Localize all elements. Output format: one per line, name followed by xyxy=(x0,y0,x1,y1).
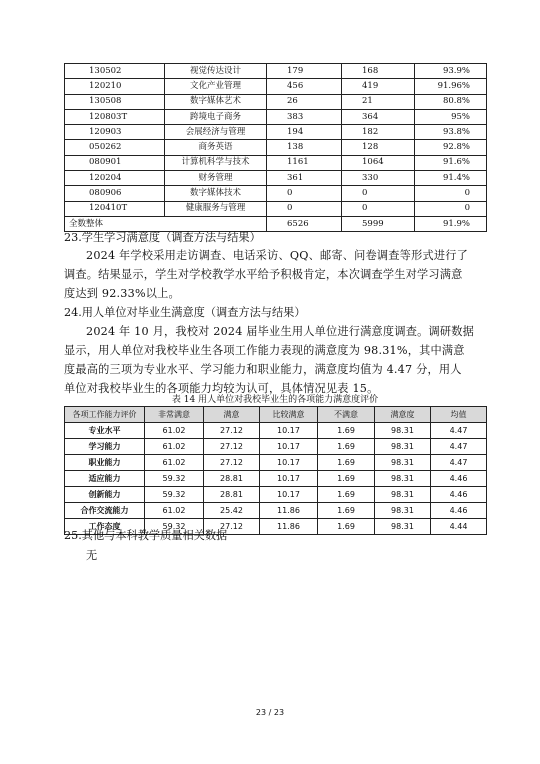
table-cell: 4.47 xyxy=(431,455,487,471)
section-25-heading: 25.其他与本科教学质量相关数据 xyxy=(64,529,228,542)
table-cell: 10.17 xyxy=(260,487,318,503)
table-cell: 59.32 xyxy=(145,471,204,487)
table-cell: 11.86 xyxy=(260,519,318,535)
table-cell: 98.31 xyxy=(375,471,431,487)
section-23-line-1: 2024 年学校采用走访调查、电话采访、QQ、邮寄、问卷调查等形式进行了 xyxy=(86,249,469,262)
table-row xyxy=(65,439,487,455)
table-cell: 商务英语 xyxy=(165,140,267,155)
table-cell: 120204 xyxy=(65,171,165,186)
table-cell: 1.69 xyxy=(318,487,375,503)
table-cell: 130502 xyxy=(65,64,165,79)
page-number: 23 / 23 xyxy=(255,708,285,717)
table-cell: 文化产业管理 xyxy=(165,79,267,94)
table-cell: 120803T xyxy=(65,109,165,124)
table-cell: 5999 xyxy=(342,216,415,231)
table-cell: 1.69 xyxy=(318,471,375,487)
table-cell: 128 xyxy=(342,140,415,155)
table-cell: 456 xyxy=(267,79,342,94)
table-row xyxy=(65,125,487,140)
table-cell: 会展经济与管理 xyxy=(165,125,267,140)
table-cell: 419 xyxy=(342,79,415,94)
table-cell: 财务管理 xyxy=(165,171,267,186)
section-24-line-1: 2024 年 10 月，我校对 2024 届毕业生用人单位进行满意度调查。调研数据 xyxy=(86,325,475,338)
table-cell: 330 xyxy=(342,171,415,186)
table-cell: 59.32 xyxy=(145,519,204,535)
table-cell: 98.31 xyxy=(375,487,431,503)
table-row xyxy=(65,503,487,519)
table-cell: 61.02 xyxy=(145,503,204,519)
row-label: 职业能力 xyxy=(65,455,145,471)
row-label: 合作交流能力 xyxy=(65,503,145,519)
table-cell: 26 xyxy=(267,94,342,109)
table-cell: 364 xyxy=(342,109,415,124)
table-cell: 0 xyxy=(342,201,415,216)
table-cell: 1161 xyxy=(267,155,342,170)
table-cell: 0 xyxy=(267,186,342,201)
table-cell: 28.81 xyxy=(204,487,260,503)
table-row xyxy=(65,155,487,170)
table-cell: 4.44 xyxy=(431,519,487,535)
table-cell: 1.69 xyxy=(318,519,375,535)
table-cell: 4.46 xyxy=(431,487,487,503)
table-caption: 表 14 用人单位对我校毕业生的各项能力满意度评价 xyxy=(171,395,379,405)
table-cell: 4.47 xyxy=(431,439,487,455)
table-cell: 数字媒体艺术 xyxy=(165,94,267,109)
table-cell: 数字媒体技术 xyxy=(165,186,267,201)
table-cell: 10.17 xyxy=(260,439,318,455)
table-cell: 361 xyxy=(267,171,342,186)
row-label: 创新能力 xyxy=(65,487,145,503)
table-cell: 98.31 xyxy=(375,503,431,519)
table-cell: 93.8% xyxy=(415,125,487,140)
table-cell: 59.32 xyxy=(145,487,204,503)
table-cell: 计算机科学与技术 xyxy=(165,155,267,170)
employer-satisfaction-table-body xyxy=(65,423,487,535)
table-cell: 91.9% xyxy=(415,216,487,231)
table-cell: 98.31 xyxy=(375,439,431,455)
table-cell: 1.69 xyxy=(318,439,375,455)
table-cell: 11.86 xyxy=(260,503,318,519)
major-stats-table-body xyxy=(65,64,487,232)
table-cell: 27.12 xyxy=(204,423,260,439)
major-stats-table xyxy=(64,63,487,232)
table-row xyxy=(65,140,487,155)
table-cell: 92.8% xyxy=(415,140,487,155)
row-label: 专业水平 xyxy=(65,423,145,439)
section-23-heading: 23.学生学习满意度（调查方法与结果） xyxy=(64,231,261,244)
section-24-heading: 24.用人单位对毕业生满意度（调查方法与结果） xyxy=(64,306,306,319)
section-24-line-2: 显示，用人单位对我校毕业生各项工作能力表现的满意度为 98.31%，其中满意 xyxy=(64,344,465,357)
table-cell: 80.8% xyxy=(415,94,487,109)
column-header: 均值 xyxy=(431,407,487,423)
section-24-line-4: 单位对我校毕业生的各项能力均较为认可，具体情况见表 15。 xyxy=(64,382,379,395)
column-header: 不满意 xyxy=(318,407,375,423)
table-cell: 0 xyxy=(415,201,487,216)
table-cell: 4.46 xyxy=(431,471,487,487)
table-cell: 080906 xyxy=(65,186,165,201)
row-label: 学习能力 xyxy=(65,439,145,455)
table-cell: 050262 xyxy=(65,140,165,155)
table-cell: 182 xyxy=(342,125,415,140)
table-cell: 61.02 xyxy=(145,439,204,455)
table-cell: 120410T xyxy=(65,201,165,216)
table-cell: 91.96% xyxy=(415,79,487,94)
table-row xyxy=(65,64,487,79)
table-cell: 0 xyxy=(267,201,342,216)
table-cell: 080901 xyxy=(65,155,165,170)
table-cell: 120210 xyxy=(65,79,165,94)
table-cell: 61.02 xyxy=(145,423,204,439)
table-cell: 1064 xyxy=(342,155,415,170)
table-cell: 98.31 xyxy=(375,519,431,535)
section-23-line-3: 度达到 92.33%以上。 xyxy=(64,287,180,300)
table-cell: 194 xyxy=(267,125,342,140)
table-row xyxy=(65,201,487,216)
table-cell: 138 xyxy=(267,140,342,155)
column-header: 各项工作能力评价 xyxy=(65,407,145,423)
table-cell: 91.4% xyxy=(415,171,487,186)
table-cell: 0 xyxy=(415,186,487,201)
table-cell: 98.31 xyxy=(375,455,431,471)
table-row xyxy=(65,186,487,201)
table-row xyxy=(65,79,487,94)
column-header: 满意 xyxy=(204,407,260,423)
table-cell: 25.42 xyxy=(204,503,260,519)
section-23-line-2: 调查。结果显示，学生对学校教学水平给予积极肯定，本次调查学生对学习满意 xyxy=(64,268,463,281)
table-cell: 95% xyxy=(415,109,487,124)
table-row xyxy=(65,471,487,487)
column-header: 满意度 xyxy=(375,407,431,423)
table-cell: 61.02 xyxy=(145,455,204,471)
table-cell: 93.9% xyxy=(415,64,487,79)
table-header-row xyxy=(65,407,487,423)
table-cell: 168 xyxy=(342,64,415,79)
table-cell: 6526 xyxy=(267,216,342,231)
table-cell: 179 xyxy=(267,64,342,79)
section-25-body: 无 xyxy=(86,549,98,562)
table-row xyxy=(65,487,487,503)
table-cell: 98.31 xyxy=(375,423,431,439)
column-header: 比较满意 xyxy=(260,407,318,423)
table-cell: 健康服务与管理 xyxy=(165,201,267,216)
employer-satisfaction-table xyxy=(64,406,487,535)
table-cell: 1.69 xyxy=(318,503,375,519)
table-cell: 10.17 xyxy=(260,423,318,439)
column-header: 非常满意 xyxy=(145,407,204,423)
table-cell: 27.12 xyxy=(204,455,260,471)
table-cell: 跨境电子商务 xyxy=(165,109,267,124)
table-row xyxy=(65,455,487,471)
table-cell: 1.69 xyxy=(318,455,375,471)
table-cell: 27.12 xyxy=(204,519,260,535)
table-cell: 10.17 xyxy=(260,471,318,487)
row-label: 适应能力 xyxy=(65,471,145,487)
table-cell: 91.6% xyxy=(415,155,487,170)
table-cell: 120903 xyxy=(65,125,165,140)
table-row xyxy=(65,94,487,109)
table-row xyxy=(65,423,487,439)
table-cell: 28.81 xyxy=(204,471,260,487)
table-row xyxy=(65,109,487,124)
table-cell: 10.17 xyxy=(260,455,318,471)
table-cell: 全数整体 xyxy=(65,216,267,231)
table-cell: 130508 xyxy=(65,94,165,109)
table-cell: 视觉传达设计 xyxy=(165,64,267,79)
table-cell: 27.12 xyxy=(204,439,260,455)
table-cell: 383 xyxy=(267,109,342,124)
table-cell: 0 xyxy=(342,186,415,201)
section-24-line-3: 度最高的三项为专业水平、学习能力和职业能力，满意度均值为 4.47 分，用人 xyxy=(64,363,462,376)
table-cell: 21 xyxy=(342,94,415,109)
table-row xyxy=(65,171,487,186)
row-label: 工作态度 xyxy=(65,519,145,535)
table-cell: 4.47 xyxy=(431,423,487,439)
table-cell: 1.69 xyxy=(318,423,375,439)
table-cell: 4.46 xyxy=(431,503,487,519)
